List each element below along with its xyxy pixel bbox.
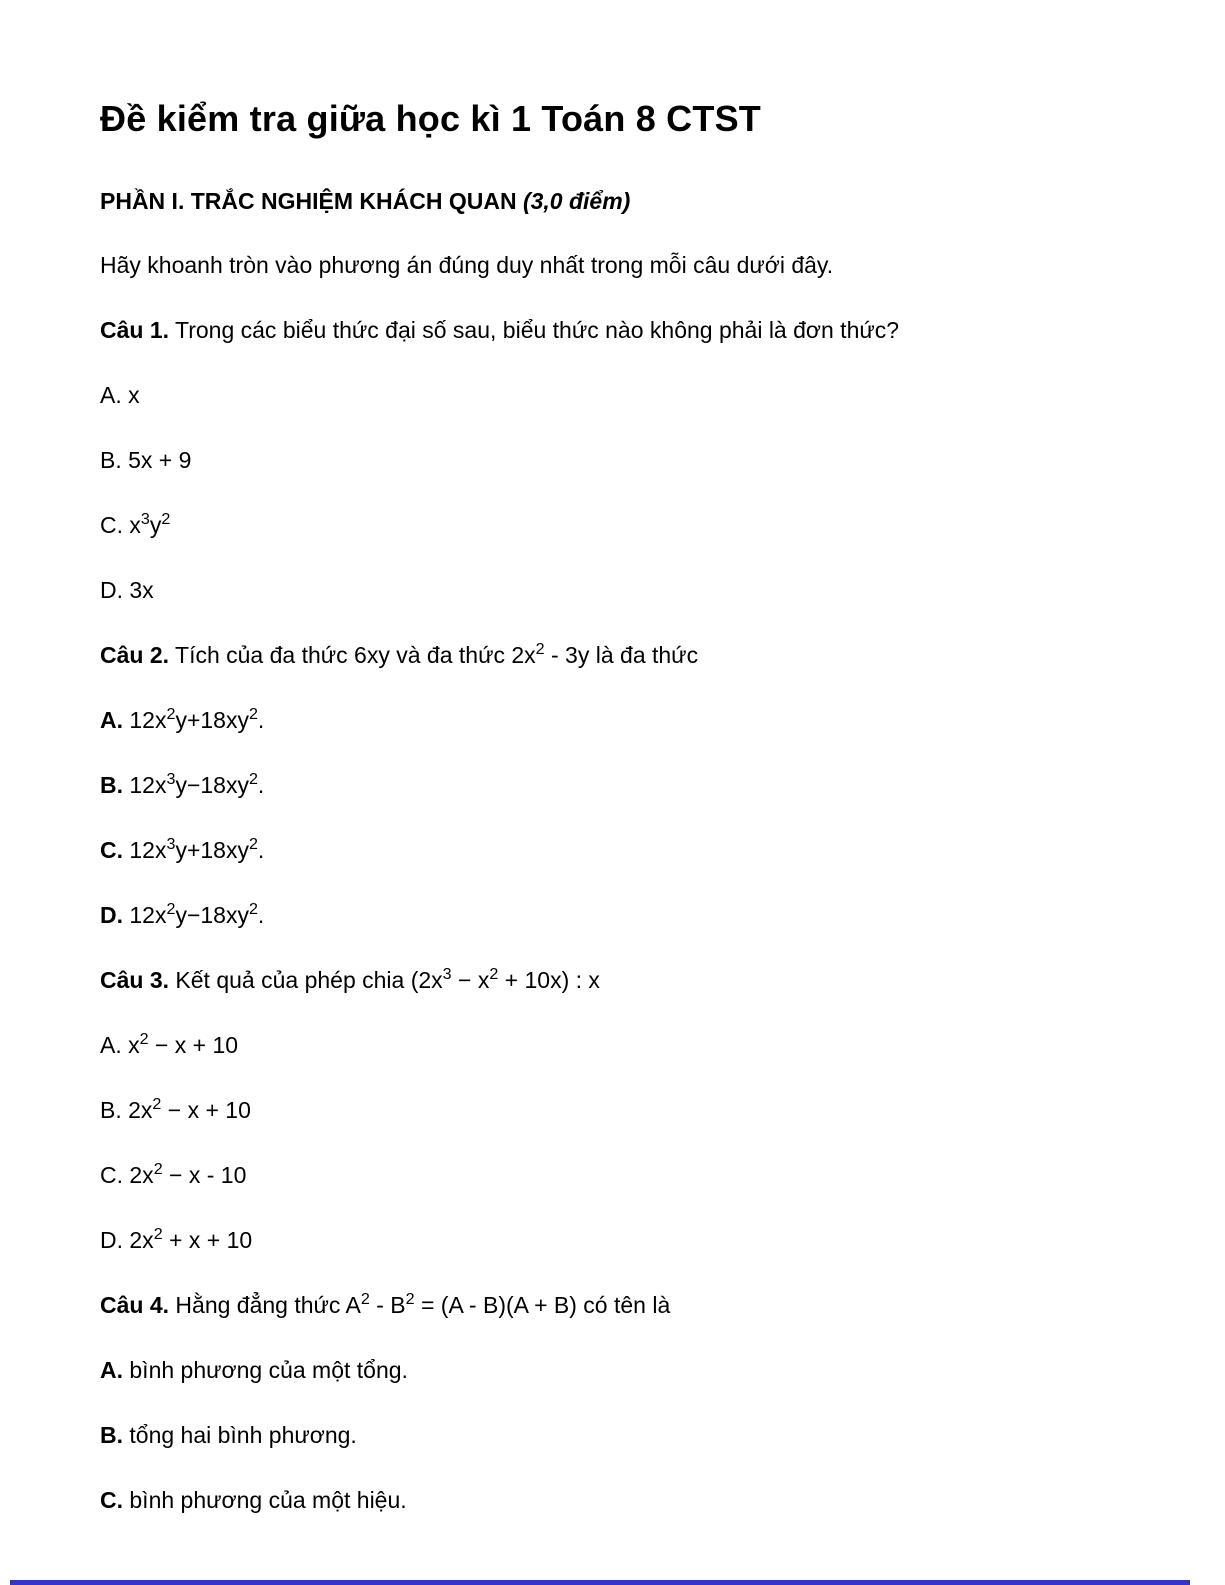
text-segment: y−18xy	[175, 772, 249, 798]
option-row	[100, 1420, 1140, 1450]
option-letter: A.	[100, 1357, 123, 1383]
text-segment: 12x	[129, 902, 167, 928]
text-segment: 2x	[128, 1097, 153, 1123]
superscript-text: 2	[153, 1225, 163, 1244]
superscript-text: 2	[166, 705, 176, 724]
superscript-text: 3	[442, 965, 452, 984]
superscript-text: 2	[405, 1290, 415, 1309]
text-segment: bình phương của một tổng.	[129, 1357, 408, 1383]
option-row	[100, 510, 1140, 540]
superscript-text: 2	[248, 900, 258, 919]
superscript-text: 2	[161, 510, 171, 529]
text-segment: tổng hai bình phương.	[129, 1422, 357, 1448]
text-segment: (3,0 điểm)	[522, 188, 631, 214]
text-segment: Hằng đẳng thức A	[175, 1292, 361, 1318]
option-letter: A.	[100, 382, 122, 408]
text-segment: − x	[451, 967, 490, 993]
option-row	[100, 835, 1140, 865]
text-segment: 2x	[129, 1227, 154, 1253]
text-segment: x	[128, 382, 140, 408]
question-block	[100, 640, 1140, 930]
text-segment: PHẦN I. TRẮC NGHIỆM KHÁCH QUAN	[100, 188, 523, 214]
superscript-text: 2	[360, 1290, 370, 1309]
question-block	[100, 965, 1140, 1255]
text-segment: − x + 10	[148, 1032, 239, 1058]
text-segment: = (A - B)(A + B) có tên là	[414, 1292, 671, 1318]
question-block	[100, 315, 1140, 605]
text-segment: .	[257, 837, 265, 863]
text-segment: x	[129, 512, 141, 538]
text-segment: y	[149, 512, 162, 538]
text-segment: .	[257, 902, 265, 928]
option-row	[100, 380, 1140, 410]
text-segment: Trong các biểu thức đại số sau, biểu thức nào không phải là đơn thức?	[175, 317, 900, 343]
text-segment: - B	[369, 1292, 406, 1318]
text-segment: y+18xy	[175, 837, 249, 863]
option-letter: C.	[100, 512, 123, 538]
question-prompt	[100, 640, 1140, 670]
superscript-text: 2	[153, 1160, 163, 1179]
option-row	[100, 575, 1140, 605]
text-segment: Tích của đa thức 6xy và đa thức 2x	[175, 642, 536, 668]
superscript-text: 2	[248, 770, 258, 789]
question-label: Câu 3.	[100, 967, 170, 993]
text-segment: − x + 10	[161, 1097, 251, 1123]
question-label: Câu 2.	[100, 642, 170, 668]
text-segment: 2x	[129, 1162, 154, 1188]
text-segment: .	[257, 772, 265, 798]
option-letter: B.	[100, 772, 123, 798]
text-segment: 12x	[129, 707, 167, 733]
intro-text: Hãy khoanh tròn vào phương án đúng duy nhất trong mỗi câu dưới đây.	[100, 252, 834, 278]
question-label: Câu 4.	[100, 1292, 170, 1318]
option-letter: D.	[100, 577, 123, 603]
option-row	[100, 1225, 1140, 1255]
text-segment: 5x + 9	[128, 447, 192, 473]
superscript-text: 2	[166, 900, 176, 919]
superscript-text: 2	[535, 640, 545, 659]
superscript-text: 2	[489, 965, 499, 984]
text-segment: − x - 10	[162, 1162, 247, 1188]
option-row	[100, 1160, 1140, 1190]
option-row	[100, 705, 1140, 735]
text-segment: 12x	[129, 837, 167, 863]
text-segment: + x + 10	[162, 1227, 253, 1253]
superscript-text: 2	[152, 1095, 162, 1114]
question-prompt	[100, 315, 1140, 345]
option-row	[100, 900, 1140, 930]
option-letter: B.	[100, 1422, 123, 1448]
option-letter: A.	[100, 707, 123, 733]
option-row	[100, 1095, 1140, 1125]
question-prompt	[100, 1290, 1140, 1320]
option-letter: C.	[100, 1487, 123, 1513]
superscript-text: 3	[166, 770, 176, 789]
option-letter: A.	[100, 1032, 122, 1058]
superscript-text: 2	[248, 705, 258, 724]
question-block	[100, 1290, 1140, 1515]
superscript-text: 2	[248, 835, 258, 854]
question-prompt	[100, 965, 1140, 995]
option-letter: D.	[100, 1227, 123, 1253]
text-segment: - 3y là đa thức	[544, 642, 699, 668]
document-content	[100, 0, 1140, 1538]
text-segment: 12x	[129, 772, 167, 798]
text-segment: y+18xy	[175, 707, 249, 733]
question-list	[100, 315, 1140, 1515]
superscript-text: 3	[166, 835, 176, 854]
option-row	[100, 1485, 1140, 1515]
option-letter: C.	[100, 1162, 123, 1188]
option-row	[100, 1030, 1140, 1060]
option-row	[100, 770, 1140, 800]
page-title: Đề kiểm tra giữa học kì 1 Toán 8 CTST	[100, 98, 761, 139]
option-letter: B.	[100, 1097, 122, 1123]
option-row	[100, 445, 1140, 475]
text-segment: Kết quả của phép chia (2x	[175, 967, 443, 993]
option-letter: C.	[100, 837, 123, 863]
option-letter: D.	[100, 902, 123, 928]
option-letter: B.	[100, 447, 122, 473]
text-segment: y−18xy	[175, 902, 249, 928]
question-label: Câu 1.	[100, 317, 170, 343]
text-segment: bình phương của một hiệu.	[129, 1487, 407, 1513]
superscript-text: 3	[140, 510, 150, 529]
section-heading	[100, 187, 1140, 215]
superscript-text: 2	[139, 1030, 149, 1049]
text-segment: 3x	[129, 577, 154, 603]
text-segment: + 10x) : x	[498, 967, 600, 993]
text-segment: x	[128, 1032, 140, 1058]
text-segment: .	[257, 707, 265, 733]
option-row	[100, 1355, 1140, 1385]
bottom-bar	[10, 1580, 1190, 1585]
